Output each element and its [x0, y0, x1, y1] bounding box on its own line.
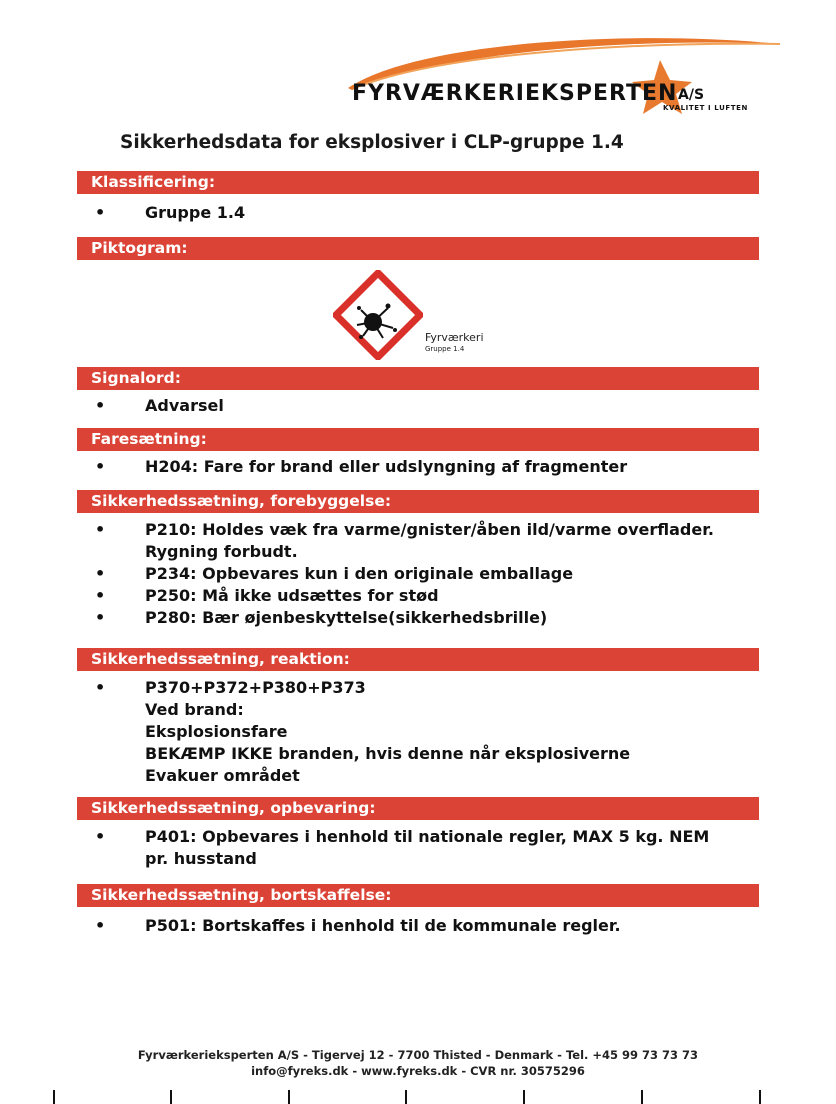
section-heading: Faresætning:	[77, 428, 759, 451]
ruler-tick	[523, 1090, 525, 1104]
list-item	[77, 585, 759, 607]
ruler-tick	[53, 1090, 55, 1104]
list-item	[77, 456, 759, 478]
ruler-tick	[405, 1090, 407, 1104]
ruler-tick	[759, 1090, 761, 1104]
section-heading: Sikkerhedssætning, opbevaring:	[77, 797, 759, 820]
list-item	[77, 202, 759, 224]
section-prevention	[77, 490, 759, 629]
item-text: BEKÆMP IKKE branden, hvis denne når eksplosiverne	[145, 744, 631, 763]
section-heading: Klassificering:	[77, 171, 759, 194]
item-text: H204: Fare for brand eller udslyngning af fragmenter	[145, 457, 628, 476]
bullet: •	[95, 916, 106, 935]
list-item	[77, 677, 759, 787]
brand-tagline: KVALITET I LUFTEN	[663, 104, 748, 112]
section-heading: Sikkerhedssætning, reaktion:	[77, 648, 759, 671]
pictogram-sublabel: Gruppe 1.4	[425, 345, 465, 353]
company-logo	[340, 30, 790, 120]
item-text: P401: Opbevares i henhold til nationale regler, MAX 5 kg. NEM	[145, 827, 710, 846]
section-signal-word	[77, 367, 759, 417]
item-text: P210: Holdes væk fra varme/gnister/åben ild/varme overflader.	[145, 520, 714, 539]
list-item	[77, 826, 759, 870]
section-disposal	[77, 884, 759, 937]
bullet: •	[95, 678, 106, 697]
bullet: •	[95, 457, 106, 476]
item-text: Rygning forbudt.	[145, 542, 298, 561]
section-storage	[77, 797, 759, 870]
item-text: Eksplosionsfare	[145, 722, 288, 741]
item-text: P501: Bortskaffes i henhold til de kommunale regler.	[145, 916, 621, 935]
bullet: •	[95, 203, 106, 222]
section-hazard-statement	[77, 428, 759, 478]
bullet: •	[95, 396, 106, 415]
list-item	[77, 563, 759, 585]
ruler-tick	[170, 1090, 172, 1104]
item-text: P280: Bær øjenbeskyttelse(sikkerhedsbrille)	[145, 608, 548, 627]
item-text: Gruppe 1.4	[145, 203, 246, 222]
section-heading: Piktogram:	[77, 237, 759, 260]
item-text: P250: Må ikke udsættes for stød	[145, 586, 439, 605]
item-text: P234: Opbevares kun i den originale emballage	[145, 564, 574, 583]
section-pictogram	[77, 237, 759, 260]
item-text: P370+P372+P380+P373	[145, 678, 366, 697]
pictogram-label: Fyrværkeri	[425, 331, 484, 344]
section-heading: Sikkerhedssætning, bortskaffelse:	[77, 884, 759, 907]
bullet: •	[95, 564, 106, 583]
list-item	[77, 915, 759, 937]
ruler-tick	[641, 1090, 643, 1104]
section-response	[77, 648, 759, 787]
section-heading: Signalord:	[77, 367, 759, 390]
item-text: Advarsel	[145, 396, 224, 415]
section-heading: Sikkerhedssætning, forebyggelse:	[77, 490, 759, 513]
item-text: Evakuer området	[145, 766, 300, 785]
item-text: Ved brand:	[145, 700, 244, 719]
ghs-pictogram	[333, 270, 513, 365]
page-title: Sikkerhedsdata for eksplosiver i CLP-gruppe 1.4	[120, 132, 624, 153]
bullet: •	[95, 827, 106, 846]
section-classification	[77, 171, 759, 224]
ruler-tick	[288, 1090, 290, 1104]
bullet: •	[95, 586, 106, 605]
footer-contact: info@fyreks.dk - www.fyreks.dk - CVR nr. 30575296	[251, 1064, 585, 1078]
footer-address: Fyrværkerieksperten A/S - Tigervej 12 - 7700 Thisted - Denmark - Tel. +45 99 73 73 73	[137, 1048, 699, 1062]
list-item	[77, 519, 759, 563]
bullet: •	[95, 520, 106, 539]
list-item	[77, 395, 759, 417]
bullet: •	[95, 608, 106, 627]
list-item	[77, 607, 759, 629]
brand-name: FYRVÆRKERIEKSPERTEN	[352, 81, 678, 106]
item-text: pr. husstand	[145, 849, 257, 868]
brand-suffix: A/S	[678, 87, 705, 103]
exploding-bomb-icon	[333, 270, 423, 360]
